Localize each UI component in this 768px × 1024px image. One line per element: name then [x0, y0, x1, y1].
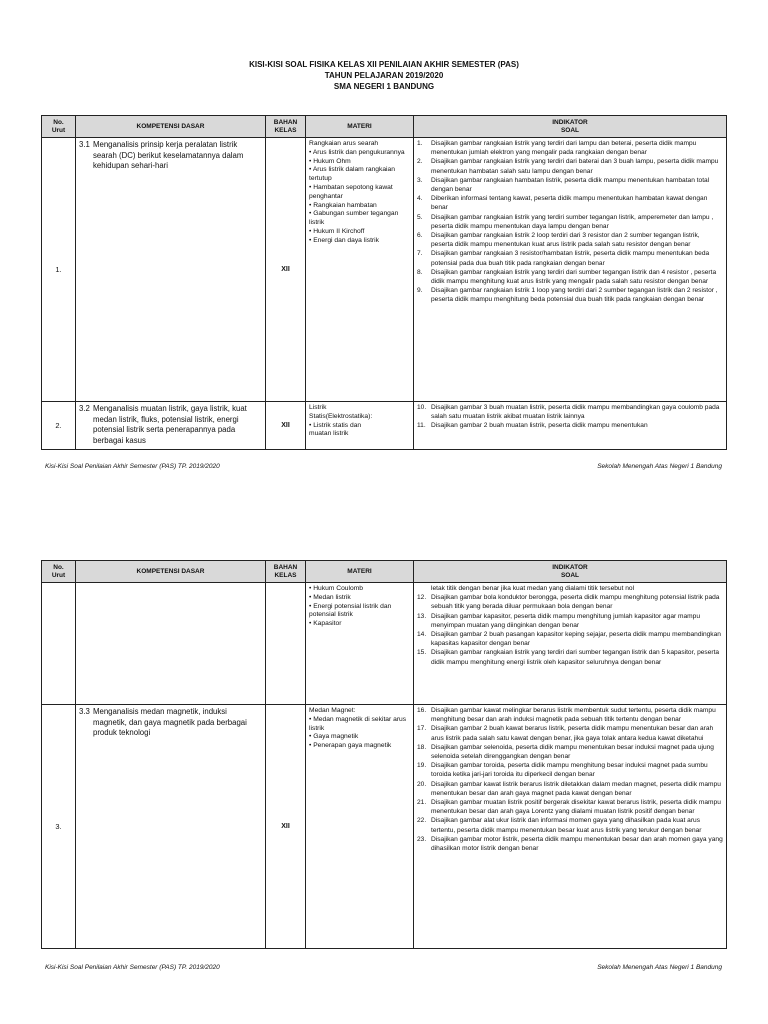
- table-row: [42, 583, 727, 705]
- indikator-item: 6. Disajikan gambar rangkaian listrik 2 loop terdiri dari 3 resistor dan 2 sumber tegangan listrik, peserta didik mampu menentukan kuat arus listrik pada salah satu resistor dengan benar: [417, 232, 700, 249]
- kelas-cell: XII: [266, 705, 306, 949]
- footer-right: Sekolah Menengah Atas Negeri 1 Bandung: [597, 964, 722, 971]
- indikator-continuation: letak titik dengan benar jika kuat medan yang dialami titik tersebut nol: [431, 585, 635, 592]
- materi-item: Medan Magnet:: [309, 707, 356, 714]
- footer-right: Sekolah Menengah Atas Negeri 1 Bandung: [597, 463, 722, 470]
- table-header-row: [42, 116, 727, 138]
- row-number: [42, 583, 76, 705]
- indikator-item: 7. Disajikan gambar rangkaian 3 resistor/hambatan listrik, peserta didik mampu menentukan beda potensial pada dua buah titik pada rangkaian dengan benar: [417, 250, 710, 267]
- indikator-item: 22. Disajikan gambar alat ukur listrik dan informasi momen gaya yang dihasilkan pada kuat arus tertentu, peserta didik mampu menentukan besar kuat arus listrik yang terukur dengan benar: [417, 817, 702, 834]
- header-no: No. Urut: [42, 116, 76, 138]
- header-indikator: INDIKATOR SOAL: [414, 116, 727, 138]
- materi-item: Listrik: [309, 404, 327, 411]
- table-row: [42, 138, 727, 402]
- materi-item: • Energi dan daya listrik: [309, 236, 379, 244]
- kelas-cell: XII: [266, 138, 306, 402]
- kd-text: Menganalisis muatan listrik, gaya listrik, kuat medan listrik, fluks, potensial listrik, energi potensial listrik serta penerapannya pada berbagai kasus: [93, 404, 247, 445]
- kd-number: 3.3: [79, 707, 90, 716]
- indikator-item: 21. Disajikan gambar muatan listrik positif bergerak disekitar kawat berarus listrik, peserta didik mampu menentukan besar dan arah gaya Lorentz yang dialami muatan listrik positif dengan benar: [417, 799, 721, 816]
- kisi-kisi-table-page-2: [41, 560, 727, 949]
- materi-item: Statis(Elektrostatika):: [309, 412, 373, 420]
- kompetensi-cell: [76, 138, 266, 402]
- title-line-3: SMA NEGERI 1 BANDUNG: [333, 82, 435, 91]
- header-materi: MATERI: [306, 116, 414, 138]
- kd-number: 3.1: [79, 140, 90, 149]
- header-bahan-kelas: BAHAN KELAS: [266, 561, 306, 583]
- indikator-cell: [414, 583, 727, 705]
- indikator-item: 16. Disajikan gambar kawat melingkar berarus listrik membentuk sudut tertentu, peserta didik mampu menghitung besar dan arah induksi magnetik pada sebuah titik tertentu dengan benar: [417, 707, 716, 724]
- kd-text: Menganalisis prinsip kerja peralatan listrik searah (DC) berikut keselamatannya dalam kehidupan sehari-hari: [93, 140, 244, 170]
- indikator-item: 8. Disajikan gambar rangkaian listrik yang terdiri dari sumber tegangan listrik dan 4 resistor , peserta didik mampu menghitung kuat arus listrik yang mengalir pada salah satu resistor dengan benar: [417, 268, 717, 286]
- materi-item: • Rangkaian hambatan: [309, 201, 377, 209]
- kelas-cell: [266, 583, 306, 705]
- indikator-item: 20. Disajikan gambar kawat listrik berarus listrik diletakkan dalam medan magnet, peserta didik mampu menentukan besar dan arah gaya magnet pada kawat dengan benar: [417, 780, 721, 797]
- materi-item: • Penerapan gaya magnetik: [309, 742, 392, 750]
- header-kompetensi: KOMPETENSI DASAR: [76, 561, 266, 583]
- kisi-kisi-table-page-1: [41, 115, 727, 450]
- indikator-item: 17. Disajikan gambar 2 buah kawat berarus listrik, peserta didik mampu menentukan besar dan arah arus listrik pada salah satu kawat dengan benar, jika gaya tolak antara kedua kawat diketahui: [417, 725, 714, 742]
- indikator-item: 18. Disajikan gambar selenoida, peserta didik mampu menentukan besar induksi magnet pada ujung selenoida setelah direnggangkan dengan benar: [417, 743, 714, 761]
- materi-cell: [306, 138, 414, 402]
- indikator-item: 14. Disajikan gambar 2 buah pasangan kapasitor keping sejajar, peserta didik mampu membandingkan kapasitas kapasitor dengan benar: [417, 631, 721, 648]
- indikator-item: 1. Disajikan gambar rangkaian listrik yang terdiri dari lampu dan beterai, peserta didik mampu menentukan jumlah elektron yang mengalir pada rangkaian dengan benar: [417, 140, 697, 157]
- title-line-2: TAHUN PELAJARAN 2019/2020: [324, 71, 444, 80]
- materi-item: • Hambatan sepotong kawat penghantar: [309, 183, 393, 200]
- kompetensi-cell: [76, 705, 266, 949]
- kd-number: 3.2: [79, 404, 90, 413]
- materi-cell: [306, 583, 414, 705]
- table-row: [42, 402, 727, 450]
- indikator-item: 11. Disajikan gambar 2 buah muatan listrik, peserta didik mampu menentukan: [417, 422, 648, 430]
- indikator-item: 12. Disajikan gambar bola konduktor berongga, peserta didik mampu menghitung potensial listrik pada sebuah titik yang berada diluar permukaan bola dengan benar: [417, 594, 720, 611]
- table-row: [42, 705, 727, 949]
- materi-cell: [306, 402, 414, 450]
- indikator-cell: [414, 705, 727, 949]
- indikator-cell: [414, 402, 727, 450]
- materi-item: Rangkaian arus searah: [309, 140, 379, 147]
- document-title: [0, 59, 768, 92]
- header-indikator: INDIKATOR SOAL: [414, 561, 727, 583]
- header-bahan-kelas: BAHAN KELAS: [266, 116, 306, 138]
- materi-item: muatan listrik: [309, 430, 349, 438]
- indikator-item: 15. Disajikan gambar rangkaian listrik yang terdiri dari sumber tegangan listrik dan 5 kapasitor, peserta didik mampu menghitung energi listrik oleh kapasitor seluruhnya dengan benar: [417, 649, 720, 666]
- materi-item: • Medan magnetik di sekitar arus listrik: [309, 715, 407, 732]
- kd-text: Menganalisis medan magnetik, induksi magnetik, dan gaya magnetik pada berbagai produk teknologi: [93, 707, 247, 737]
- indikator-item: 19. Disajikan gambar toroida, peserta didik mampu menghitung besar induksi magnet pada sumbu toroida ketika jari-jari toroida itu diperkecil dengan benar: [417, 762, 708, 779]
- materi-item: • Listrik statis dan: [309, 421, 362, 429]
- indikator-item: 4. Diberikan informasi tentang kawat, peserta didik mampu menentukan hambatan kawat dengan benar: [417, 195, 708, 212]
- indikator-item: 9. Disajikan gambar rangkaian listrik 1 loop yang terdiri dari 2 sumber tegangan listrik dan 2 resistor , peserta didik mampu menghitung beda potensial dua buah titik pada rangkaian dengan benar: [417, 287, 718, 304]
- materi-item: • Kapasitor: [309, 620, 342, 628]
- indikator-item: 13. Disajikan gambar kapasitor, peserta didik mampu menghitung jumlah kapasitor agar mampu menyimpan muatan yang diinginkan dengan benar: [417, 612, 701, 629]
- materi-item: • Hukum Ohm: [309, 157, 351, 165]
- indikator-item: 10. Disajikan gambar 3 buah muatan listrik, peserta didik mampu membandingkan gaya coulomb pada salah satu muatan listrik akibat muatan listrik lainnya: [417, 404, 720, 421]
- indikator-item: 23. Disajikan gambar motor listrik, peserta didik mampu menentukan besar dan arah momen gaya yang dihasilkan motor listrik dengan benar: [417, 835, 723, 853]
- materi-item: • Arus listrik dan pengukurannya: [309, 148, 405, 156]
- indikator-item: 2. Disajikan gambar rangkaian listrik yang terdiri dari baterai dan 3 buah lampu, peserta didik mampu menentukan hambatan salah satu lampu dengan benar: [417, 158, 719, 175]
- materi-item: • Medan listrik: [309, 593, 351, 601]
- header-materi: MATERI: [306, 561, 414, 583]
- materi-item: • Energi potensial listrik dan potensial listrik: [309, 602, 392, 619]
- materi-cell: [306, 705, 414, 949]
- title-line-1: KISI-KISI SOAL FISIKA KELAS XII PENILAIAN AKHIR SEMESTER (PAS): [249, 60, 519, 69]
- materi-item: • Gaya magnetik: [309, 733, 359, 741]
- kelas-cell: XII: [266, 402, 306, 450]
- row-number: 1.: [42, 138, 76, 402]
- kompetensi-cell: [76, 402, 266, 450]
- header-no: No. Urut: [42, 561, 76, 583]
- materi-item: • Hukum Coulomb: [309, 585, 364, 592]
- indikator-cell: [414, 138, 727, 402]
- row-number: 3.: [42, 705, 76, 949]
- page-2: [0, 512, 768, 1024]
- indikator-item: 3. Disajikan gambar rangkaian hambatan listrik, peserta didik mampu menentukan hambatan total dengan benar: [417, 176, 710, 194]
- materi-item: • Hukum II Kirchoff: [309, 227, 365, 235]
- row-number: 2.: [42, 402, 76, 450]
- materi-item: • Gabungan sumber tegangan listrik: [309, 210, 399, 227]
- header-kompetensi: KOMPETENSI DASAR: [76, 116, 266, 138]
- materi-item: • Arus listrik dalam rangkaian tertutup: [309, 166, 395, 183]
- indikator-item: 5. Disajikan gambar rangkaian listrik yang terdiri sumber tegangan listrik, amperemeter dan lampu , peserta didik mampu menentukan daya lampu dengan benar: [417, 213, 714, 230]
- kompetensi-cell: [76, 583, 266, 705]
- footer-left: Kisi-Kisi Soal Penilaian Akhir Semester (PAS) TP. 2019/2020: [45, 463, 220, 470]
- footer-left: Kisi-Kisi Soal Penilaian Akhir Semester (PAS) TP. 2019/2020: [45, 964, 220, 971]
- table-header-row: [42, 561, 727, 583]
